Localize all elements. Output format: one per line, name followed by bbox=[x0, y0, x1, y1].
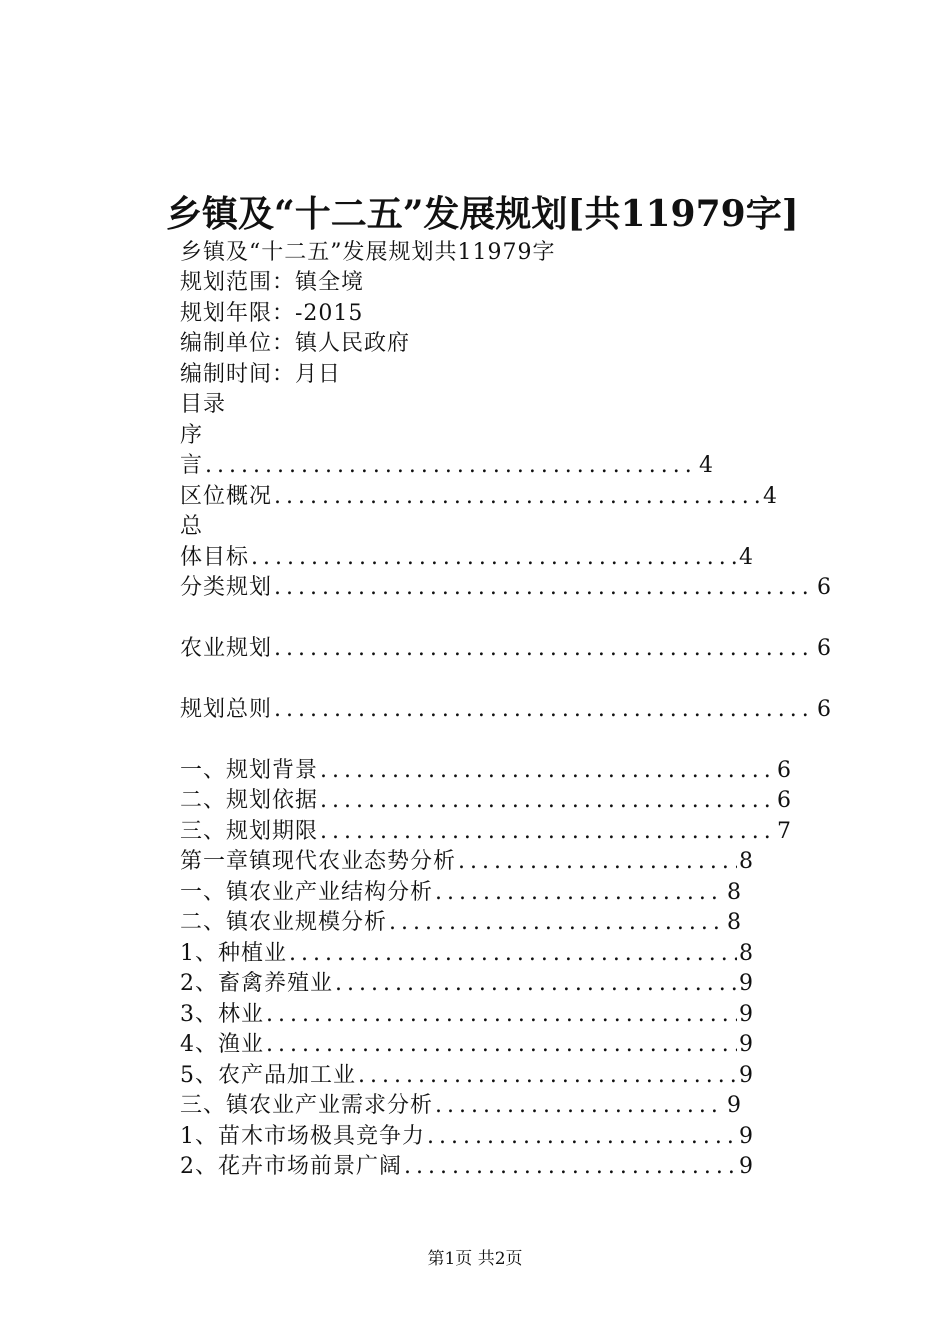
toc-dot-leader bbox=[274, 697, 815, 723]
toc-entry-label: 1、苗木市场极具竞争力 bbox=[180, 1124, 425, 1149]
toc-entry[interactable] bbox=[180, 1154, 754, 1180]
page-title: 乡镇及“十二五”发展规划[共11979字] bbox=[166, 193, 799, 235]
compiling-unit-line: 编制单位：镇人民政府 bbox=[180, 331, 411, 356]
toc-dot-leader bbox=[358, 1063, 737, 1089]
toc-entry-page: 6 bbox=[817, 636, 832, 661]
toc-dot-leader bbox=[274, 636, 815, 662]
toc-dot-leader bbox=[320, 788, 775, 814]
toc-entry-page: 9 bbox=[727, 1093, 742, 1118]
subtitle-line: 乡镇及“十二五”发展规划共11979字 bbox=[180, 240, 556, 265]
toc-entry-page: 4 bbox=[739, 545, 754, 570]
toc-dot-leader bbox=[404, 1154, 737, 1180]
toc-entry-page: 6 bbox=[777, 758, 792, 783]
toc-entry[interactable] bbox=[180, 1032, 754, 1058]
toc-entry[interactable] bbox=[180, 1124, 754, 1150]
toc-entry[interactable] bbox=[180, 941, 754, 967]
toc-entry-label: 三、镇农业产业需求分析 bbox=[180, 1093, 434, 1118]
toc-entry[interactable] bbox=[180, 545, 754, 571]
toc-entry[interactable] bbox=[180, 1002, 754, 1028]
toc-entry-label: 3、林业 bbox=[180, 1002, 264, 1027]
toc-entry-label: 分类规划 bbox=[180, 575, 273, 600]
page-footer: 第1页 共2页 bbox=[427, 1249, 523, 1269]
toc-entry[interactable] bbox=[180, 484, 778, 510]
toc-entry-page: 6 bbox=[817, 697, 832, 722]
toc-entry-label: 2、畜禽养殖业 bbox=[180, 971, 333, 996]
toc-dot-leader bbox=[427, 1124, 737, 1150]
toc-entry[interactable] bbox=[180, 880, 742, 906]
toc-dot-leader bbox=[320, 819, 775, 845]
toc-entry[interactable] bbox=[180, 788, 792, 814]
toc-dot-leader bbox=[335, 971, 737, 997]
toc-entry[interactable] bbox=[180, 453, 714, 479]
toc-dot-leader bbox=[435, 880, 725, 906]
toc-entry-page: 8 bbox=[739, 849, 754, 874]
toc-dot-leader bbox=[266, 1032, 737, 1058]
toc-entry-fragment bbox=[180, 514, 203, 540]
toc-entry-label: 2、花卉市场前景广阔 bbox=[180, 1154, 402, 1179]
toc-entry-page: 6 bbox=[817, 575, 832, 600]
toc-entry-label: 一、镇农业产业结构分析 bbox=[180, 880, 434, 905]
toc-entry-page: 9 bbox=[739, 1002, 754, 1027]
preface-first-char: 序 bbox=[180, 423, 204, 448]
toc-entry-label: 二、镇农业规模分析 bbox=[180, 910, 388, 935]
toc-entry[interactable] bbox=[180, 575, 832, 601]
toc-entry[interactable] bbox=[180, 819, 792, 845]
planning-period-line: 规划年限：-2015 bbox=[180, 301, 364, 326]
toc-entry[interactable] bbox=[180, 1063, 754, 1089]
toc-dot-leader bbox=[435, 1093, 725, 1119]
toc-dot-leader bbox=[205, 453, 697, 479]
toc-entry-label: 1、种植业 bbox=[180, 941, 287, 966]
toc-entry-label: 4、渔业 bbox=[180, 1032, 264, 1057]
toc-entry-label: 区位概况 bbox=[180, 484, 273, 509]
toc-entry-page: 9 bbox=[739, 1032, 754, 1057]
toc-entry-label: 体目标 bbox=[180, 545, 250, 570]
toc-entry-page: 8 bbox=[727, 910, 742, 935]
toc-entry-label: 5、农产品加工业 bbox=[180, 1063, 356, 1088]
toc-entry-page: 9 bbox=[739, 1063, 754, 1088]
toc-heading: 目录 bbox=[180, 392, 227, 417]
toc-entry-label: 二、规划依据 bbox=[180, 788, 319, 813]
toc-dot-leader bbox=[251, 545, 737, 571]
toc-entry[interactable] bbox=[180, 1093, 742, 1119]
toc-entry-label: 一、规划背景 bbox=[180, 758, 319, 783]
toc-entry[interactable] bbox=[180, 636, 832, 662]
toc-dot-leader bbox=[458, 849, 737, 875]
toc-dot-leader bbox=[389, 910, 725, 936]
toc-dot-leader bbox=[274, 575, 815, 601]
toc-entry-page: 9 bbox=[739, 1124, 754, 1149]
toc-dot-leader bbox=[274, 484, 761, 510]
toc-entry-page: 9 bbox=[739, 1154, 754, 1179]
toc-entry-label: 第一章镇现代农业态势分析 bbox=[180, 849, 457, 874]
toc-entry[interactable] bbox=[180, 697, 832, 723]
toc-entry-label: 言 bbox=[180, 453, 204, 478]
toc-entry-label: 总 bbox=[180, 514, 204, 539]
toc-entry[interactable] bbox=[180, 910, 742, 936]
compiling-time-line: 编制时间：月日 bbox=[180, 362, 342, 387]
toc-entry-page: 8 bbox=[739, 941, 754, 966]
toc-entry-page: 4 bbox=[763, 484, 778, 509]
toc-entry-page: 6 bbox=[777, 788, 792, 813]
toc-entry[interactable] bbox=[180, 758, 792, 784]
toc-entry[interactable] bbox=[180, 971, 754, 997]
toc-entry-label: 三、规划期限 bbox=[180, 819, 319, 844]
toc-dot-leader bbox=[320, 758, 775, 784]
toc-entry-label: 规划总则 bbox=[180, 697, 273, 722]
toc-entry-page: 7 bbox=[777, 819, 792, 844]
toc-entry-page: 9 bbox=[739, 971, 754, 996]
toc-entry[interactable] bbox=[180, 849, 754, 875]
toc-entry-page: 4 bbox=[699, 453, 714, 478]
toc-entry-page: 8 bbox=[727, 880, 742, 905]
toc-entry-label: 农业规划 bbox=[180, 636, 273, 661]
toc-dot-leader bbox=[289, 941, 737, 967]
toc-dot-leader bbox=[266, 1002, 737, 1028]
planning-scope-line: 规划范围：镇全境 bbox=[180, 270, 365, 295]
